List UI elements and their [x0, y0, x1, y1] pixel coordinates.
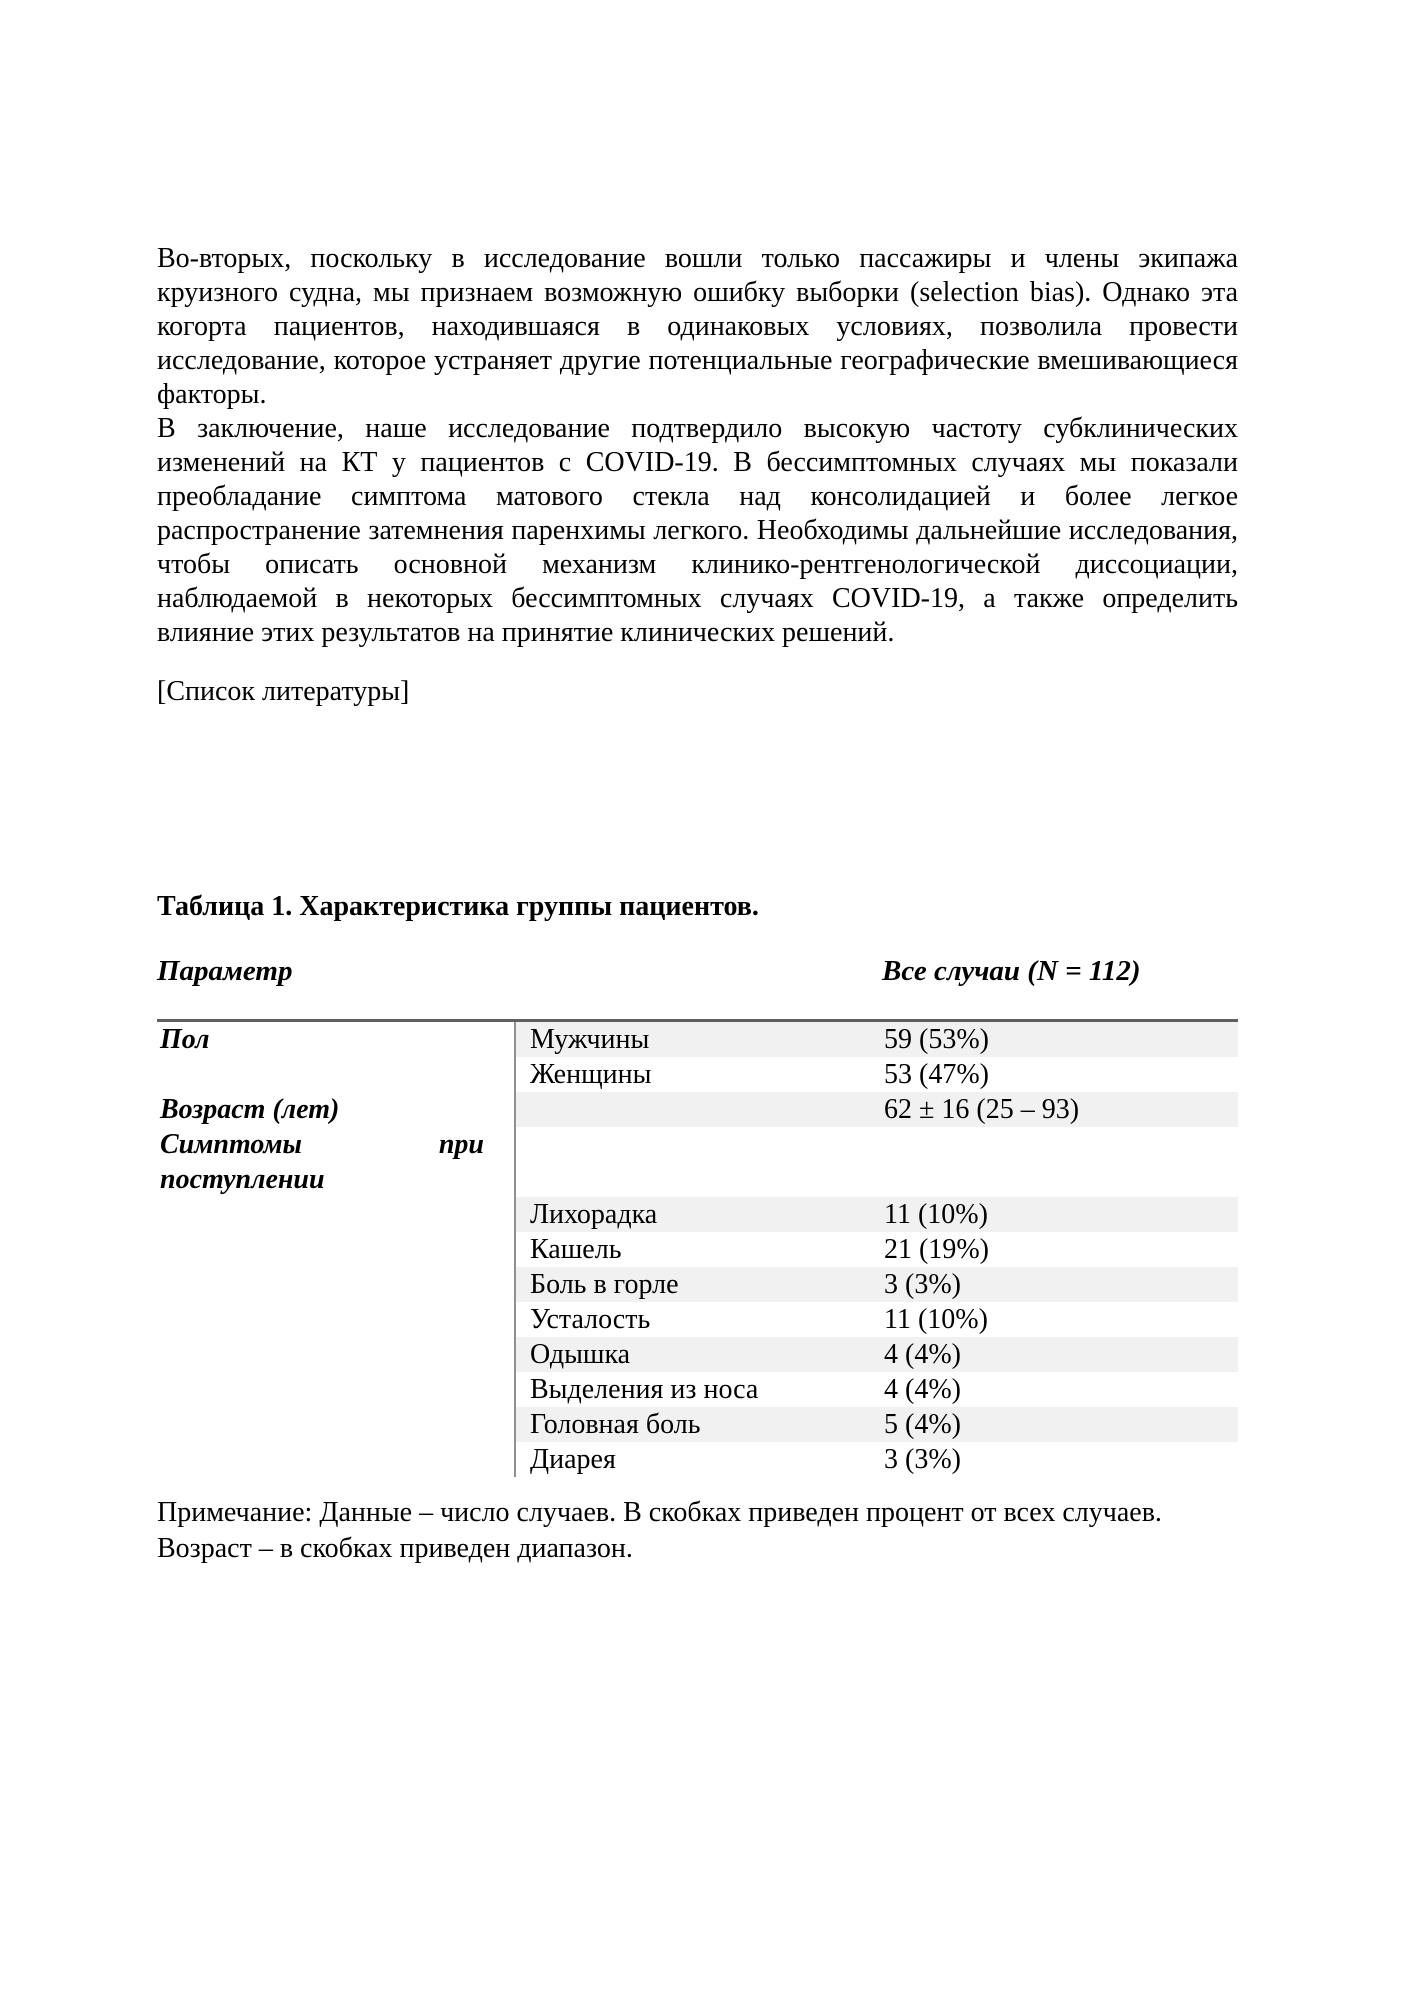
subparam-cell: Одышка	[530, 1339, 631, 1370]
value-cell: 11 (10%)	[884, 1304, 988, 1335]
param-cell	[157, 1442, 514, 1477]
symptoms-label-word1: Симптомы	[160, 1129, 302, 1160]
table-row-age	[157, 1092, 1238, 1127]
table-note-line2: Возраст – в скобках приведен диапазон.	[157, 1533, 633, 1564]
table-row-diarrhea	[157, 1442, 1238, 1477]
param-cell	[157, 1057, 514, 1092]
subparam-cell: Головная боль	[530, 1409, 701, 1440]
param-cell	[157, 1407, 514, 1442]
value-cell	[884, 1127, 1238, 1197]
value-cell: 59 (53%)	[884, 1024, 989, 1055]
value-cell: 21 (19%)	[884, 1234, 989, 1265]
body-paragraph-1: Во-вторых, поскольку в исследование вошли только пассажиры и члены экипажа круизного судна, мы признаем возможную ошибку выборки (selection bias). Однако эта когорта пациентов, находившаяся в одинаковых условиях, позволила провести исследование, которое устраняет другие потенциальные географические вмешивающиеся факторы.	[157, 243, 1238, 410]
value-cell: 62 ± 16 (25 – 93)	[884, 1094, 1080, 1125]
patient-characteristics-table	[157, 1019, 1238, 1477]
value-cell: 53 (47%)	[884, 1059, 989, 1090]
value-cell: 3 (3%)	[884, 1444, 961, 1475]
param-cell: Возраст (лет)	[160, 1094, 340, 1125]
column-header-all-cases: Все случаи (N = 112)	[882, 955, 1141, 987]
table-row-fever	[157, 1197, 1238, 1232]
subparam-cell: Выделения из носа	[530, 1374, 759, 1405]
table-caption: Таблица 1. Характеристика группы пациентов.	[157, 891, 759, 922]
value-cell: 4 (4%)	[884, 1339, 961, 1370]
subparam-cell: Женщины	[530, 1059, 652, 1090]
table-row-nasal-discharge	[157, 1372, 1238, 1407]
subparam-cell: Боль в горле	[530, 1269, 679, 1300]
subparam-cell: Усталость	[530, 1304, 651, 1335]
subparam-cell	[516, 1092, 884, 1127]
table-row-headache	[157, 1407, 1238, 1442]
param-cell	[157, 1372, 514, 1407]
table-row-dyspnea	[157, 1337, 1238, 1372]
param-cell	[157, 1302, 514, 1337]
value-cell: 11 (10%)	[884, 1199, 988, 1230]
body-paragraph-2: В заключение, наше исследование подтвердило высокую частоту субклинических изменений на КТ у пациентов с COVID-19. В бессимптомных случаях мы показали преобладание симптома матового стекла над консолидацией и более легкое распространение затемнения паренхимы легкого. Необходимы дальнейшие исследования, чтобы описать основной механизм клинико-рентгенологической диссоциации, наблюдаемой в некоторых бессимптомных случаях COVID-19, а также определить влияние этих результатов на принятие клинических решений.	[157, 413, 1238, 648]
subparam-cell: Диарея	[530, 1444, 616, 1475]
table-row-sex-female	[157, 1057, 1238, 1092]
subparam-cell: Мужчины	[530, 1024, 650, 1055]
table-row-sore-throat	[157, 1267, 1238, 1302]
param-cell	[157, 1127, 514, 1197]
table-row-cough	[157, 1232, 1238, 1267]
table-header-row	[157, 954, 1238, 988]
table-row-symptoms-label	[157, 1127, 1238, 1197]
table-row-sex-male	[157, 1022, 1238, 1057]
subparam-cell: Кашель	[530, 1234, 622, 1265]
table-row-fatigue	[157, 1302, 1238, 1337]
param-cell	[157, 1267, 514, 1302]
value-cell: 5 (4%)	[884, 1409, 961, 1440]
symptoms-label-word2: при	[438, 1129, 484, 1160]
symptoms-label-line2: поступлении	[160, 1164, 325, 1195]
value-cell: 3 (3%)	[884, 1269, 961, 1300]
references-placeholder: [Список литературы]	[157, 676, 410, 707]
param-cell	[157, 1337, 514, 1372]
subparam-cell	[516, 1127, 884, 1197]
table-note-line1: Примечание: Данные – число случаев. В скобках приведен процент от всех случаев.	[157, 1497, 1162, 1528]
param-cell	[157, 1197, 514, 1232]
table-note	[157, 1495, 1238, 1567]
value-cell: 4 (4%)	[884, 1374, 961, 1405]
column-header-parameter: Параметр	[157, 955, 293, 987]
param-cell	[157, 1232, 514, 1267]
param-cell: Пол	[160, 1024, 210, 1055]
subparam-cell: Лихорадка	[530, 1199, 658, 1230]
